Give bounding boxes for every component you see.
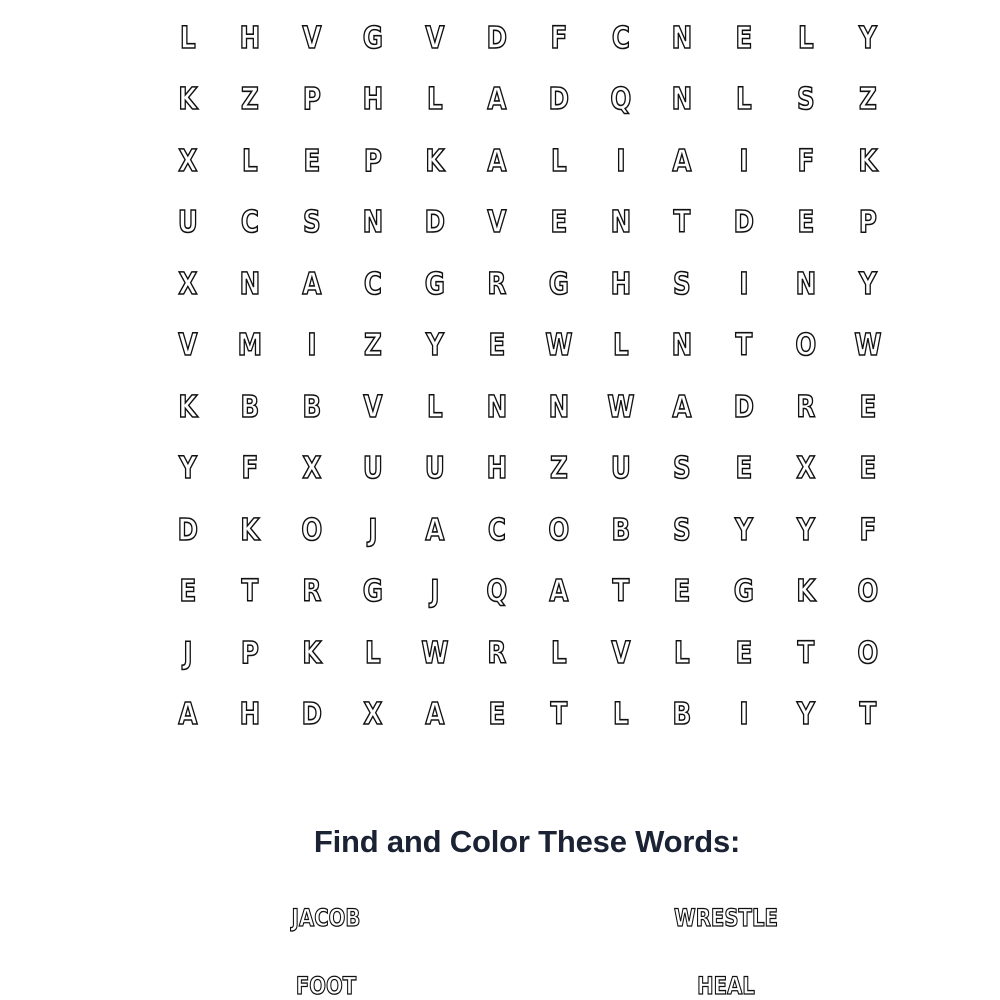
- words-heading: Find and Color These Words:: [313, 824, 741, 859]
- grid-letter: R: [487, 635, 507, 671]
- grid-letter: V: [301, 20, 322, 56]
- grid-letter: N: [239, 266, 260, 302]
- grid-letter: T: [550, 697, 568, 733]
- grid-letter: L: [550, 143, 567, 179]
- grid-letter: N: [795, 266, 817, 302]
- grid-letter: X: [796, 451, 816, 487]
- grid-letter: O: [857, 635, 879, 671]
- grid-letter: N: [610, 205, 631, 241]
- grid-letter: I: [615, 143, 626, 179]
- grid-letter: A: [487, 82, 507, 118]
- grid-letter: S: [673, 512, 692, 548]
- grid-letter: F: [241, 451, 259, 487]
- grid-letter: M: [237, 328, 262, 364]
- grid-letter: H: [486, 451, 508, 487]
- grid-letter: W: [854, 328, 882, 364]
- grid-letter: D: [486, 20, 508, 56]
- grid-letter: B: [672, 697, 692, 733]
- grid-letter: K: [178, 82, 198, 118]
- grid-letter: J: [183, 635, 193, 671]
- grid-letter: T: [673, 205, 691, 241]
- grid-letter: L: [550, 635, 567, 671]
- grid-letter: G: [363, 574, 384, 610]
- grid-letter: H: [362, 82, 384, 118]
- grid-letter: B: [240, 389, 260, 425]
- grid-letter: L: [241, 143, 258, 179]
- grid-letter: L: [612, 697, 629, 733]
- grid-letter: A: [672, 389, 692, 425]
- grid-letter: Y: [858, 20, 877, 56]
- grid-letter: C: [487, 512, 506, 548]
- grid-letter: N: [486, 389, 508, 425]
- grid-letter: A: [487, 143, 507, 179]
- grid-letter: E: [859, 389, 877, 425]
- grid-letter: H: [610, 266, 631, 302]
- grid-letter: A: [301, 266, 322, 302]
- grid-letter: F: [550, 20, 568, 56]
- grid-letter: V: [610, 635, 630, 671]
- grid-letter: P: [364, 143, 383, 179]
- grid-letter: K: [858, 143, 878, 179]
- grid-letter: E: [859, 451, 877, 487]
- word-item: WRESTLE: [674, 904, 778, 932]
- grid-letter: L: [798, 20, 814, 56]
- grid-letter: B: [611, 512, 630, 548]
- grid-letter: Q: [610, 82, 631, 118]
- grid-letter: T: [735, 328, 753, 364]
- grid-letter: R: [796, 389, 816, 425]
- grid-letter: X: [178, 143, 198, 179]
- grid-letter: H: [239, 697, 260, 733]
- grid-letter: J: [430, 574, 440, 610]
- grid-letter: O: [857, 574, 879, 610]
- grid-letter: X: [302, 451, 321, 487]
- grid-letter: I: [739, 143, 749, 179]
- grid-letter: P: [302, 82, 321, 118]
- grid-letter: L: [180, 20, 196, 56]
- grid-letter: E: [735, 20, 753, 56]
- word-item: JACOB: [291, 904, 361, 932]
- grid-letter: V: [487, 205, 507, 241]
- grid-letter: N: [671, 82, 693, 118]
- grid-letter: W: [545, 328, 573, 364]
- grid-letter: J: [368, 512, 378, 548]
- grid-letter: E: [735, 451, 753, 487]
- grid-letter: G: [363, 20, 384, 56]
- grid-letter: H: [239, 20, 260, 56]
- grid-letter: K: [240, 512, 260, 548]
- grid-letter: I: [739, 697, 749, 733]
- grid-letter: A: [425, 697, 445, 733]
- grid-letter: E: [303, 143, 320, 179]
- grid-letter: G: [733, 574, 755, 610]
- grid-letter: D: [177, 512, 199, 548]
- grid-letter: G: [548, 266, 569, 302]
- grid-letter: E: [488, 697, 506, 733]
- grid-letter: L: [736, 82, 752, 118]
- grid-letter: K: [178, 389, 198, 425]
- grid-letter: K: [301, 635, 322, 671]
- grid-letter: I: [739, 266, 749, 302]
- letter-grid: [157, 8, 899, 746]
- grid-letter: E: [550, 205, 568, 241]
- grid-letter: E: [673, 574, 691, 610]
- grid-letter: S: [673, 451, 692, 487]
- grid-letter: L: [427, 389, 443, 425]
- grid-letter: R: [487, 266, 507, 302]
- grid-letter: E: [797, 205, 815, 241]
- grid-letter: U: [425, 451, 446, 487]
- grid-letter: X: [178, 266, 198, 302]
- grid-letter: L: [612, 328, 629, 364]
- grid-letter: F: [797, 143, 815, 179]
- grid-letter: D: [301, 697, 322, 733]
- grid-letter: P: [240, 635, 259, 671]
- grid-letter: U: [363, 451, 384, 487]
- grid-letter: S: [302, 205, 321, 241]
- grid-letter: E: [179, 574, 197, 610]
- grid-letter: D: [548, 82, 569, 118]
- grid-letter: A: [672, 143, 692, 179]
- grid-letter: U: [177, 205, 198, 241]
- word-item: FOOT: [295, 972, 357, 1000]
- grid-letter: Y: [735, 512, 753, 548]
- grid-letter: Y: [796, 697, 815, 733]
- grid-letter: Z: [549, 451, 568, 487]
- grid-letter: N: [548, 389, 569, 425]
- grid-letter: L: [674, 635, 691, 671]
- grid-letter: C: [364, 266, 383, 302]
- grid-letter: Y: [426, 328, 444, 364]
- word-item: HEAL: [697, 972, 755, 1000]
- grid-letter: T: [241, 574, 259, 610]
- grid-letter: V: [178, 328, 198, 364]
- grid-letter: G: [424, 266, 446, 302]
- grid-letter: N: [362, 205, 384, 241]
- grid-letter: E: [735, 635, 753, 671]
- grid-letter: A: [178, 697, 198, 733]
- grid-letter: Z: [364, 328, 383, 364]
- grid-letter: W: [421, 635, 449, 671]
- grid-letter: P: [858, 205, 877, 241]
- grid-letter: E: [488, 328, 506, 364]
- grid-letter: L: [427, 82, 443, 118]
- grid-letter: Y: [178, 451, 197, 487]
- grid-letter: D: [424, 205, 446, 241]
- grid-letter: N: [671, 328, 693, 364]
- grid-letter: S: [797, 82, 815, 118]
- grid-letter: O: [548, 512, 570, 548]
- grid-letter: R: [302, 574, 321, 610]
- grid-letter: Z: [240, 82, 259, 118]
- grid-letter: Y: [796, 512, 815, 548]
- grid-letter: C: [611, 20, 630, 56]
- grid-letter: L: [365, 635, 382, 671]
- grid-letter: Y: [858, 266, 877, 302]
- grid-letter: T: [612, 574, 629, 610]
- grid-letter: O: [795, 328, 817, 364]
- grid-letter: T: [859, 697, 877, 733]
- grid-letter: D: [733, 389, 755, 425]
- grid-letter: F: [859, 512, 877, 548]
- grid-letter: N: [671, 20, 693, 56]
- grid-letter: D: [733, 205, 755, 241]
- grid-letter: V: [425, 20, 445, 56]
- grid-letter: K: [425, 143, 445, 179]
- grid-letter: C: [240, 205, 259, 241]
- grid-letter: A: [425, 512, 445, 548]
- grid-letter: B: [302, 389, 321, 425]
- grid-letter: V: [363, 389, 383, 425]
- grid-letter: Z: [858, 82, 877, 118]
- grid-letter: X: [363, 697, 383, 733]
- grid-letter: S: [673, 266, 692, 302]
- grid-letter: U: [610, 451, 631, 487]
- grid-letter: T: [797, 635, 815, 671]
- grid-letter: Q: [486, 574, 508, 610]
- grid-letter: O: [301, 512, 322, 548]
- grid-letter: I: [306, 328, 317, 364]
- grid-letter: W: [606, 389, 635, 425]
- grid-letter: A: [549, 574, 569, 610]
- grid-letter: K: [796, 574, 816, 610]
